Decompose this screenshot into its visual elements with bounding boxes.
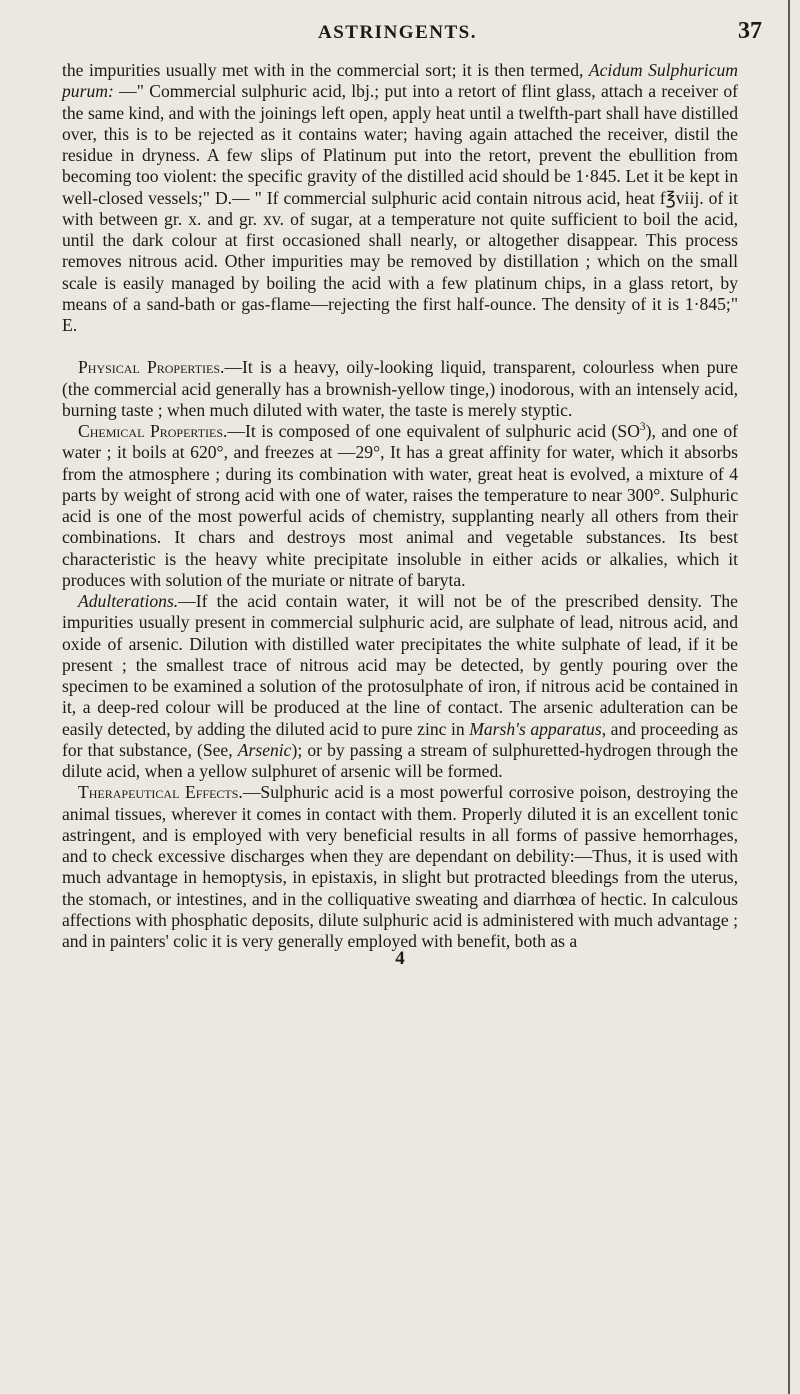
page-header <box>0 18 800 48</box>
paragraph-purification: the impurities usually met with in the commercial sort; it is then termed, Acidum Sulphuricum purum: —" Commercial sulphuric acid, lbj.; put into a retort of flint glass, attach a receiver of the same kind, and with the joinings left open, apply heat until a twelfth-part shall have distilled over, this is to be rejected as it contains water; having again attached the receiver, distil the residue in dryness. A few slips of Platinum put into the retort, prevent the ebullition from becoming too violent: the specific gravity of the distilled acid should be 1·845. Let it be kept in well-closed vessels;" D.— " If commercial sulphuric acid contain nitrous acid, heat f℥viij. of it with between gr. x. and gr. xv. of sugar, at a temperature not quite sufficient to boil the acid, until the dark colour at first occasioned shall nearly, or altogether disappear. This process removes nitrous acid. Other impurities may be removed by distillation ; which on the small scale is easily managed by boiling the acid with a few platinum chips, in a glass retort, by means of a sand-bath or gas-flame—rejecting the first half-ounce. The density of it is 1·845;" E. <box>62 60 738 335</box>
section-heading-chemical: Chemical Properties. <box>78 421 228 441</box>
latin-name: Acidum Sulphuricum purum: <box>62 60 738 102</box>
section-heading-adulterations: Adulterations. <box>78 591 179 611</box>
body-text <box>62 60 738 968</box>
arsenic-ref: Arsenic <box>237 739 292 760</box>
paragraph-chemical-properties: Chemical Properties.—It is composed of one equivalent of sulphuric acid $(SO^3)$, and one of water ; it boils at 620°, and freezes at —29°, It has a great affinity for water, which it absorbs from the atmosphere ; during its combination with water, great heat is evolved, a mixture of 4 parts by weight of strong acid with one of water, raises the temperature to near 300°. Sulphuric acid is one of the most powerful acids of chemistry, supplanting nearly all others from their combinations. It chars and destroys most animal and vegetable substances. Its best characteristic is the heavy white precipitate insoluble in either acids or alkalies, which it produces with solution of the muriate or nitrate of baryta. <box>62 421 738 590</box>
marsh-apparatus-ref: Marsh's apparatus <box>469 718 602 739</box>
page-number: 37 <box>738 18 762 44</box>
paragraph-physical-properties: Physical Properties.—It is a heavy, oily-looking liquid, transparent, colourless when pure (the commercial acid generally has a brownish-yellow tinge,) inodorous, with an intensely acid, burning taste ; when much diluted with water, the taste is merely styptic. <box>62 357 738 420</box>
paragraph-therapeutical-effects: Therapeutical Effects.—Sulphuric acid is a most powerful corrosive poison, destroying the animal tissues, wherever it comes in contact with them. Properly diluted it is an excellent tonic astringent, and is employed with very beneficial results in all forms of passive hemorrhages, and to check excessive discharges when they are dependant on debility:—Thus, it is used with much advantage in hemoptysis, in epistaxis, in slight but protracted bleedings from the uterus, the stomach, or intestines, and in the colliquative sweating and diarrhœa of hectic. In calculous affections with phosphatic deposits, dilute sulphuric acid is administered with much advantage ; and in painters' colic it is very generally employed with benefit, both as a <box>62 782 738 951</box>
running-head: ASTRINGENTS. <box>318 22 477 43</box>
section-heading-therapeutical: Therapeutical Effects. <box>78 782 243 803</box>
section-heading-physical: Physical Properties. <box>78 357 225 378</box>
signature-mark: 4 <box>395 948 405 970</box>
page-edge-line <box>788 0 790 1394</box>
formula-superscript: 3 <box>639 421 646 434</box>
paragraph-adulterations: Adulterations.—If the acid contain water, it will not be of the prescribed density. The impurities usually present in commercial sulphuric acid, are sulphate of lead, nitrous acid, and oxide of arsenic. Dilution with distilled water precipitates the white sulphate of lead, if it be present ; the smallest trace of nitrous acid may be detected, by gently pouring over the specimen to be examined a solution of the protosulphate of iron, if nitrous acid be contained in it, a deep-red colour will be produced at the line of contact. The arsenic adulteration can be easily detected, by adding the diluted acid to pure zinc in Marsh's apparatus, and proceeding as for that substance, (See, Arsenic); or by passing a stream of sulphuretted-hydrogen through the dilute acid, when a yellow sulphuret of arsenic will be formed. <box>62 591 739 781</box>
